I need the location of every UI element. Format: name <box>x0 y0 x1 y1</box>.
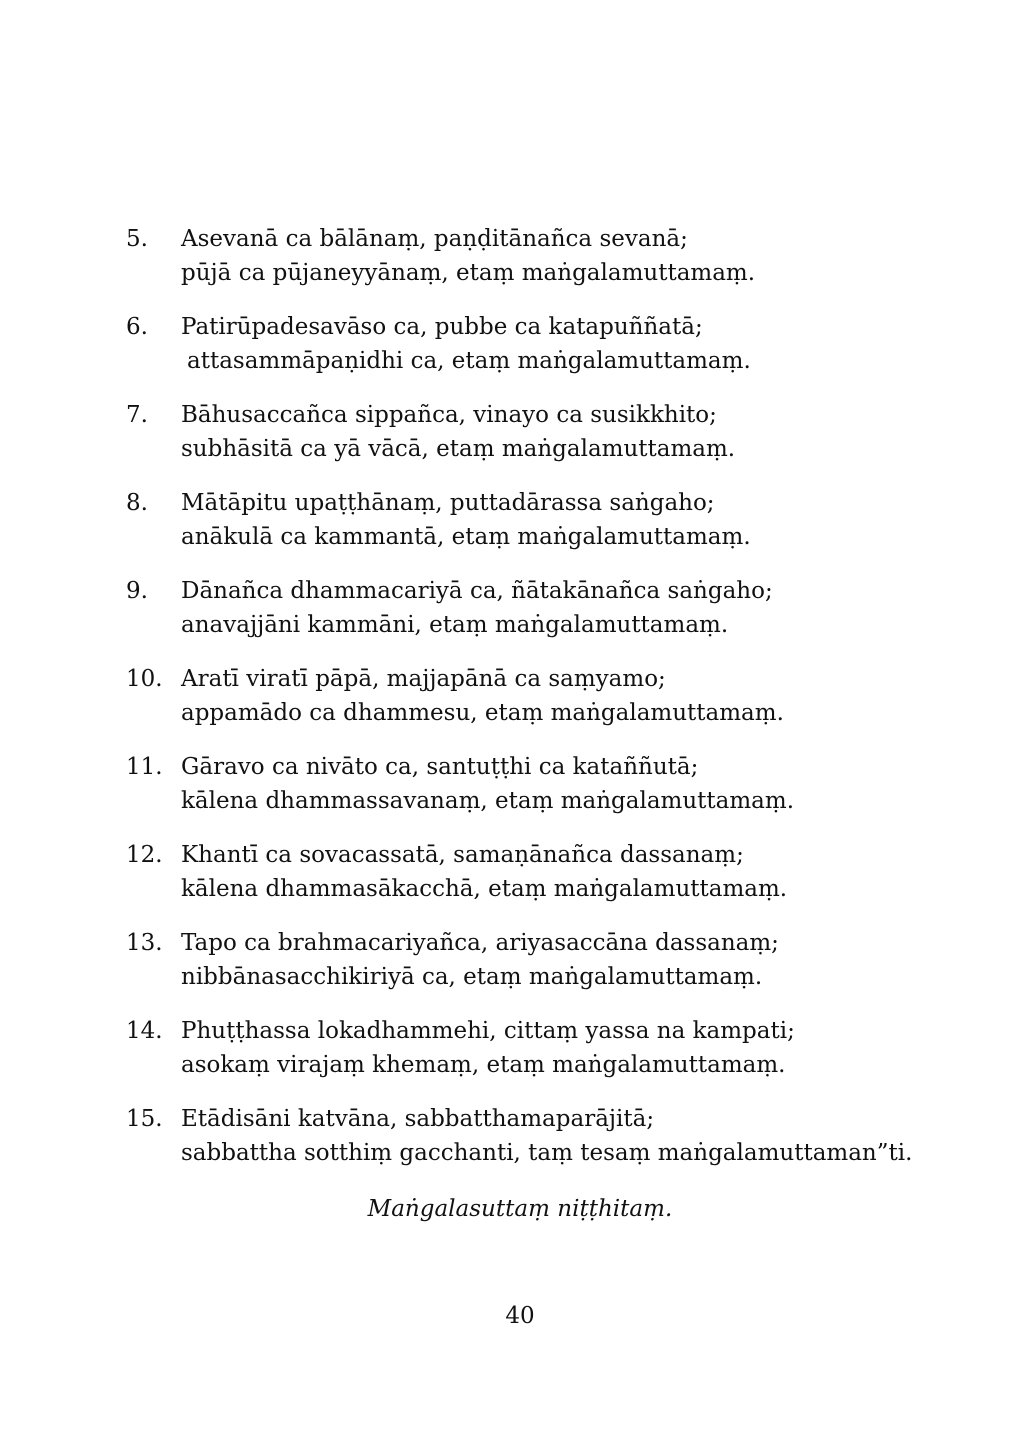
verse-number: 14. <box>126 1018 163 1044</box>
verse-line-1: Patirūpadesavāso ca, pubbe ca katapuññatā; <box>181 314 703 340</box>
verse-line-1: Tapo ca brahmacariyañca, ariyasaccāna dassanaṃ; <box>181 930 779 956</box>
verse-line-1: Gāravo ca nivāto ca, santuṭṭhi ca kataññutā; <box>181 754 699 780</box>
verse-number: 5. <box>126 226 148 252</box>
verse-line-1: Bāhusaccañca sippañca, vinayo ca susikkhito; <box>181 402 717 428</box>
verse-12 <box>126 838 946 926</box>
verse-line-2: pūjā ca pūjaneyyānaṃ, etaṃ maṅgalamuttamaṃ. <box>181 260 756 286</box>
verse-line-2: anavajjāni kammāni, etaṃ maṅgalamuttamaṃ. <box>181 612 729 638</box>
verse-line-2: kālena dhammasākacchā, etaṃ maṅgalamuttamaṃ. <box>181 876 788 902</box>
verse-11 <box>126 750 946 838</box>
verse-text <box>181 486 941 554</box>
verse-line-1: Asevanā ca bālānaṃ, paṇḍitānañca sevanā; <box>181 226 688 252</box>
verse-14 <box>126 1014 946 1102</box>
verse-line-2: anākulā ca kammantā, etaṃ maṅgalamuttamaṃ. <box>181 524 751 550</box>
verse-number: 6. <box>126 314 148 340</box>
verse-line-1: Aratī viratī pāpā, majjapānā ca saṃyamo; <box>181 666 666 692</box>
verse-number: 12. <box>126 842 163 868</box>
page-number: 40 <box>505 1303 535 1329</box>
verse-text <box>181 310 941 378</box>
verse-number: 7. <box>126 402 148 428</box>
verse-text <box>181 398 941 466</box>
verse-text <box>181 1014 941 1082</box>
verse-text <box>181 1102 941 1170</box>
verse-number: 11. <box>126 754 163 780</box>
closing-line: Maṅgalasuttaṃ niṭṭhitaṃ. <box>367 1196 673 1222</box>
verse-line-2: nibbānasacchikiriyā ca, etaṃ maṅgalamuttamaṃ. <box>181 964 763 990</box>
verse-line-2: attasammāpaṇidhi ca, etaṃ maṅgalamuttamaṃ. <box>187 348 751 374</box>
verse-list <box>126 222 946 1190</box>
verse-6 <box>126 310 946 398</box>
verse-10 <box>126 662 946 750</box>
verse-line-2: asokaṃ virajaṃ khemaṃ, etaṃ maṅgalamuttamaṃ. <box>181 1052 786 1078</box>
verse-5 <box>126 222 946 310</box>
verse-line-2: kālena dhammassavanaṃ, etaṃ maṅgalamuttamaṃ. <box>181 788 795 814</box>
verse-line-1: Etādisāni katvāna, sabbatthamaparājitā; <box>181 1106 655 1132</box>
verse-text <box>181 750 941 818</box>
verse-line-1: Mātāpitu upaṭṭhānaṃ, puttadārassa saṅgaho; <box>181 490 715 516</box>
verse-text <box>181 838 941 906</box>
verse-line-1: Dānañca dhammacariyā ca, ñātakānañca saṅgaho; <box>181 578 773 604</box>
verse-line-2: subhāsitā ca yā vācā, etaṃ maṅgalamuttamaṃ. <box>181 436 736 462</box>
verse-text <box>181 662 941 730</box>
verse-number: 15. <box>126 1106 163 1132</box>
verse-line-2: appamādo ca dhammesu, etaṃ maṅgalamuttamaṃ. <box>181 700 784 726</box>
verse-text <box>181 574 941 642</box>
verse-15 <box>126 1102 946 1190</box>
verse-number: 13. <box>126 930 163 956</box>
verse-line-1: Khantī ca sovacassatā, samaṇānañca dassanaṃ; <box>181 842 744 868</box>
verse-text <box>181 926 941 994</box>
verse-9 <box>126 574 946 662</box>
verse-7 <box>126 398 946 486</box>
verse-text <box>181 222 941 290</box>
verse-number: 9. <box>126 578 148 604</box>
verse-8 <box>126 486 946 574</box>
verse-line-2: sabbattha sotthiṃ gacchanti, taṃ tesaṃ maṅgalamuttaman”ti. <box>181 1140 913 1166</box>
verse-number: 10. <box>126 666 163 692</box>
verse-13 <box>126 926 946 1014</box>
verse-line-1: Phuṭṭhassa lokadhammehi, cittaṃ yassa na kampati; <box>181 1018 795 1044</box>
verse-number: 8. <box>126 490 148 516</box>
